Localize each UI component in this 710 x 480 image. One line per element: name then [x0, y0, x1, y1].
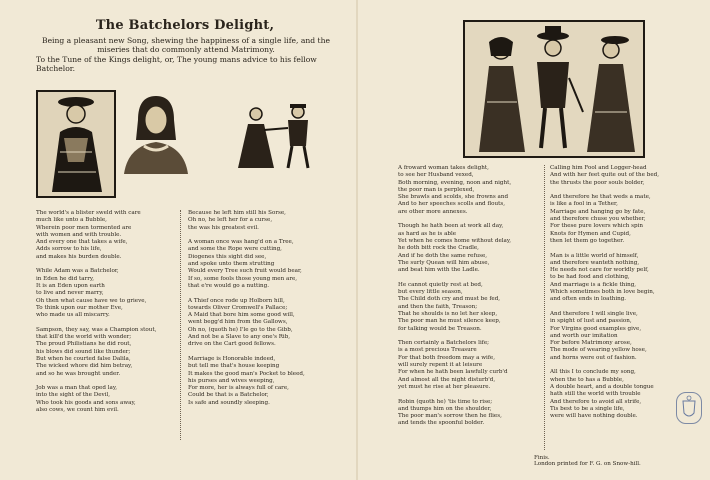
gentleman-portrait-image — [118, 90, 194, 174]
verse-column-1: The world's a blister sweld with care much like unto a Bubble, Wherein poor men tormented are with women and with trouble. And every one that takes a wife, Adds sorrow to his life, and makes his burden double. While Adam was a Batchelor, in Eden he did tarry, It is an Eden upon earth to live and never marry, Oh then what cause have we to grieve, To think upon our mother Eve, who made us all miscarry. Sampson, they say, was a Champion stout, that kill'd the world with wonder; The proud Philistians he did rout, his blows did sound like thunder; But when he courted false Dalila, The wicked whore did him betray, and so he was brought under. Job was a man that oped lay, into the sight of the Devil, Who took his goods and sons away, also cows, we count him evil. — [36, 210, 157, 414]
crest-icon — [677, 393, 701, 423]
ballad-subtitle: Being a pleasant new Song, shewing the happiness of a single life, and the miseries that do commonly attend Matrimony. — [41, 36, 330, 54]
dancing-couple-image — [230, 100, 322, 172]
tune-line: To the Tune of the Kings delight, or, The young mans advice to his fellow Batchelor. — [36, 55, 317, 73]
ballad-title: The Batchelors Delight, — [95, 18, 275, 33]
imprint-line: Finis. London printed for F. G. on Snow-hill. — [534, 455, 641, 467]
woodcut-gentleman-portrait — [118, 90, 194, 174]
column-rule-right — [544, 165, 551, 450]
column-rule-left — [180, 210, 187, 440]
verse-column-2: Because he left him still his Sorse, Oh no, he left her for a curse, the was his greatest evil. A woman once was hang'd on a Tree, and some the Rope were cutting, Diogenes this sight did see, and spoke unto them strutting Would every Tree such fruit would bear, If so, some fools those young men are, that e're would go a nutting. A Thief once rode up Holborn hill, towards Oliver Cromwell's Pallace; A Maid that bore him some good will, went begg'd him from the Gallows, Oh no, (quoth he) I'le go to the Gibb, And not be a Slave to any one's Rib, drive on the Cart good fellows. Marriage is Honorable indeed, but tell me that's house keeping It makes the good man's Pocket to bleed, his purses and wives weeping, For more, her is always full of care, Could be that is a Batchelor, Is safe and soundly sleeping. — [188, 210, 305, 406]
woodcut-lady-portrait — [36, 90, 116, 198]
center-fold — [356, 0, 358, 480]
woodcut-dancing-couple — [230, 100, 322, 172]
verse-column-4: Calling him Fool and Logger-head And with her feet quite out of the bed, the thrusts the poor souls bolder, And therefore he that weds a mate, is like a fool in a Tether, Marriage and hanging go by fate, and therefore chuse you whether, For these pure lovers which spin Knots for Hymen and Cupid, then let them go together. Man is a little world of himself, and therefore wanteth nothing, He needs not care for worldly pelf, to be had food and clothing, And marriage is a fickle thing, Which sometimes both in love begin, and often ends in loathing. And therefore I will single live, in spight of lust and passion, For Virgins good examples give, and worth our imitation For before Matrimony arose, The mode of wearing yellow hose, and horns were out of fashion. All this I to conclude my song, when the to has a Bubble, A double heart, and a double tongue hath still the world with trouble And therefore to avoid all strife, Tis best to be a single life, were will have nothing double. — [550, 165, 659, 420]
woodcut-three-figures — [463, 20, 645, 158]
lady-portrait-image — [38, 92, 114, 196]
verse-column-3: A froward woman takes delight, to see her Husband vexed, Both morning, evening, noon and night, the poor man is perplexed, She brawls and scolds, she frowns and And to her speeches scolls and flouts, are other more annexes. Though he hath been at work all day, as hard as he is able Yet when he comes home without delay, he doth bitt rock the Cradle, And if he doth the same refuse, The surly Quean will him abuse, and beat him with the Ladle. He cannot quietly rest at bed, but every little season, The Child doth cry and must be fed, and then the faith, Treason; That he shoulds is no let her sleep, The poor man he must silence keep, for talking would be Treason. Then certainly a Batchelors life; is a most precious Treasure For that both freedom may a wife, will surely repent it at leisure For when he hath been lawfully curb'd And almost all the night disturb'd, yet must he rise at her pleasure. Robin (quoth he) 'tis time to rise; and thumps him on the shoulder, The poor man's sorrow then he flies, and tends the spoonful bolder. — [398, 165, 512, 427]
library-stamp — [676, 392, 702, 424]
three-figures-image — [465, 22, 643, 156]
